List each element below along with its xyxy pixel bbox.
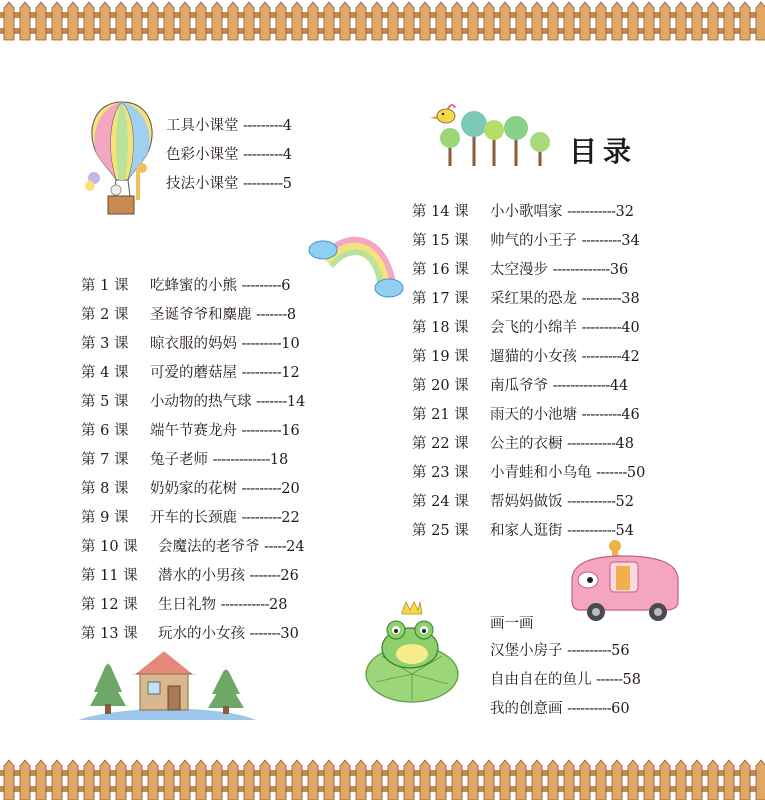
fence-picket [740,760,750,800]
lesson-item[interactable] [412,231,640,251]
fence-picket [324,2,334,40]
fence-picket [660,760,670,800]
lesson-title: 可爱的蘑菇屋 [150,365,237,381]
lesson-item[interactable] [412,434,634,454]
fence-picket [52,760,62,800]
fence-picket [36,2,46,40]
fence-picket [644,2,654,40]
lesson-item[interactable] [81,392,305,412]
fence-picket [164,2,174,40]
lesson-number: 第 17 课 [412,291,469,307]
fence-picket [20,2,30,40]
lesson-number: 第 10 课 [81,539,138,555]
leader-dots: ---------- [567,701,612,717]
fence-picket [340,760,350,800]
fence-picket [388,2,398,40]
leader-dots: --------- [243,176,283,192]
page-number: 40 [621,320,640,336]
fence-picket [116,760,126,800]
fence-picket [404,2,414,40]
leader-dots: ------ [596,672,623,688]
fence-picket [660,2,670,40]
fence-picket [548,760,558,800]
fence-picket [484,2,494,40]
leader-dots: --------- [581,233,622,249]
page-title: 目录 [569,135,638,168]
lesson-number: 第 9 课 [81,510,129,526]
page-number: 48 [615,436,634,452]
lesson-title: 遛猫的小女孩 [490,349,577,365]
lesson-item[interactable] [81,305,296,325]
fence-picket [148,2,158,40]
leader-dots: ------------- [552,262,610,278]
leader-dots: --------- [581,407,622,423]
intro-item-title: 技法小课堂 [166,176,239,192]
page-number: 5 [282,176,292,192]
page-number: 8 [286,307,297,323]
fence-picket [404,760,414,800]
fence-picket [260,2,270,40]
fence-picket [436,2,446,40]
lesson-item[interactable] [81,479,300,499]
page-number: 32 [615,204,634,220]
page-number: 4 [282,118,292,134]
fence-picket [356,2,366,40]
fence-picket [692,760,702,800]
bottom-fence-border [0,756,765,800]
fence-picket [452,760,462,800]
intro-item-title: 色彩小课堂 [166,147,239,163]
lesson-number: 第 8 课 [81,481,129,497]
lesson-number: 第 6 课 [81,423,129,439]
fence-picket [548,2,558,40]
fence-picket [100,2,110,40]
fence-picket [436,760,446,800]
leader-dots: ------- [596,465,627,481]
fence-picket [532,760,542,800]
page-number: 38 [621,291,640,307]
fence-picket [196,760,206,800]
drawing-item-title: 我的创意画 [490,701,563,717]
page-number: 20 [281,481,300,497]
leader-dots: ------- [249,626,281,642]
intro-item-title: 工具小课堂 [166,118,239,134]
leader-dots: ----------- [567,204,616,220]
fence-picket [276,2,286,40]
top-fence-border [0,0,765,44]
fence-picket [708,760,718,800]
lesson-number: 第 12 课 [81,597,138,613]
fence-picket [676,2,686,40]
fence-picket [52,2,62,40]
lesson-title: 小青蛙和小乌龟 [490,465,592,481]
lesson-number: 第 19 课 [412,349,469,365]
fence-picket [356,760,366,800]
fence-picket [452,2,462,40]
fence-picket [68,2,78,40]
lesson-title: 圣诞爷爷和麋鹿 [150,307,252,323]
fence-picket [484,760,494,800]
lesson-item[interactable] [412,376,628,396]
fence-picket [500,2,510,40]
fence-picket [212,760,222,800]
fence-picket [468,2,478,40]
leader-dots: --------- [241,423,282,439]
page-number: 30 [280,626,299,642]
frog-on-lilypad-illustration [362,600,467,705]
fence-picket [420,760,430,800]
fence-picket [612,2,622,40]
lesson-item[interactable] [412,318,640,338]
leader-dots: --------- [241,278,282,294]
fence-picket [580,2,590,40]
leader-dots: --------- [581,320,622,336]
fence-picket [228,2,238,40]
fence-picket [564,2,574,40]
fence-picket [68,760,78,800]
leader-dots: --------- [241,336,282,352]
fence-picket [692,2,702,40]
page-number: 42 [621,349,640,365]
fence-picket [596,2,606,40]
leader-dots: ----- [264,539,287,555]
leader-dots: ----------- [567,494,616,510]
fence-picket [372,2,382,40]
lesson-number: 第 5 课 [81,394,129,410]
lesson-item[interactable] [81,537,305,557]
fence-picket [260,760,270,800]
page-number: 18 [269,452,289,468]
fence-picket [100,760,110,800]
fence-picket [724,2,734,40]
lesson-number: 第 11 课 [81,568,138,584]
fence-picket [292,2,302,40]
leader-dots: ------------- [212,452,270,468]
leader-dots: ------- [249,568,281,584]
page-number: 4 [282,147,292,163]
fence-picket [36,760,46,800]
lesson-number: 第 21 课 [412,407,469,423]
fence-picket [244,760,254,800]
drawing-section-label: 画一画 [490,616,534,632]
lesson-item[interactable] [412,347,640,367]
lesson-item[interactable] [81,508,300,528]
pink-car-giraffe-illustration [566,540,686,625]
page-number: 16 [281,423,300,439]
lesson-number: 第 15 课 [412,233,469,249]
fence-picket [164,760,174,800]
fence-picket [180,760,190,800]
leader-dots: --------- [243,118,283,134]
leader-dots: ----------- [567,436,616,452]
fence-picket [628,760,638,800]
lesson-item[interactable] [81,276,290,296]
fence-picket [116,2,126,40]
drawing-item[interactable] [490,699,630,719]
lesson-item[interactable] [81,450,288,470]
leader-dots: ---------- [567,643,612,659]
fence-picket [724,760,734,800]
lesson-item[interactable] [412,202,634,222]
leader-dots: ------- [256,394,287,410]
lesson-title: 南瓜爷爷 [490,378,548,394]
fence-picket [196,2,206,40]
page-number: 24 [286,539,305,555]
page-number: 50 [626,465,646,481]
lesson-item[interactable] [81,624,299,644]
lesson-number: 第 22 课 [412,436,469,452]
fence-picket [500,760,510,800]
fence-picket [756,760,765,800]
page-number: 6 [281,278,291,294]
fence-picket [340,2,350,40]
fence-picket [644,760,654,800]
page-number: 22 [281,510,300,526]
lesson-number: 第 25 课 [412,523,469,539]
fence-picket [676,760,686,800]
drawing-item[interactable] [490,641,630,661]
page-number: 26 [280,568,299,584]
page-number: 54 [615,523,634,539]
page-number: 44 [609,378,629,394]
lesson-item[interactable] [412,463,645,483]
page-number: 10 [281,336,300,352]
lesson-number: 第 1 课 [81,278,129,294]
lesson-number: 第 23 课 [412,465,469,481]
lesson-title: 帮妈妈做饭 [490,494,563,510]
leader-dots: --------- [241,365,282,381]
lesson-title: 晾衣服的妈妈 [150,336,237,352]
fence-picket [132,2,142,40]
fence-picket [292,760,302,800]
fence-picket [628,2,638,40]
lesson-title: 雨天的小池塘 [490,407,577,423]
lesson-number: 第 3 课 [81,336,129,352]
fence-picket [756,2,765,40]
fence-picket [132,760,142,800]
fence-picket [308,2,318,40]
lesson-item[interactable] [81,334,300,354]
fence-picket [612,760,622,800]
lesson-number: 第 14 课 [412,204,469,220]
fence-picket [468,760,478,800]
lesson-title: 会飞的小绵羊 [490,320,577,336]
lesson-title: 玩水的小女孩 [158,626,245,642]
lesson-number: 第 20 课 [412,378,469,394]
hot-air-balloon-illustration [82,100,162,220]
fence-picket [420,2,430,40]
page-number: 14 [286,394,306,410]
lesson-title: 吃蜂蜜的小熊 [150,278,237,294]
lesson-item[interactable] [412,492,634,512]
leader-dots: --------- [581,349,622,365]
lesson-title: 帅气的小王子 [490,233,577,249]
page-number: 28 [269,597,288,613]
intro-item[interactable] [166,145,292,165]
lesson-title: 采红果的恐龙 [490,291,577,307]
drawing-item-title: 汉堡小房子 [490,643,563,659]
page-number: 52 [615,494,634,510]
fence-picket [4,2,14,40]
leader-dots: ------- [256,307,287,323]
lesson-title: 兔子老师 [150,452,208,468]
lesson-number: 第 16 课 [412,262,469,278]
leader-dots: --------- [243,147,283,163]
lesson-title: 小小歌唱家 [490,204,563,220]
lesson-number: 第 18 课 [412,320,469,336]
leader-dots: --------- [241,510,282,526]
intro-item[interactable] [166,174,292,194]
lesson-title: 奶奶家的花树 [150,481,237,497]
lesson-item[interactable] [412,405,640,425]
fence-picket [532,2,542,40]
leader-dots: ------------- [552,378,610,394]
lesson-title: 小动物的热气球 [150,394,252,410]
page-number: 60 [611,701,630,717]
leader-dots: ----------- [220,597,270,613]
leader-dots: --------- [581,291,622,307]
fence-picket [276,760,286,800]
lesson-item[interactable] [412,521,634,541]
lesson-number: 第 13 课 [81,626,138,642]
fence-picket [212,2,222,40]
lesson-title: 公主的衣橱 [490,436,563,452]
lesson-title: 端午节赛龙舟 [150,423,237,439]
page-number: 34 [621,233,640,249]
leader-dots: ----------- [567,523,616,539]
house-and-trees-illustration [78,648,258,723]
lesson-item[interactable] [81,595,287,615]
page-number: 46 [621,407,640,423]
fence-picket [372,760,382,800]
lesson-number: 第 2 课 [81,307,129,323]
trees-and-bird-illustration [428,100,563,170]
drawing-item-title: 自由自在的鱼儿 [490,672,592,688]
lesson-item[interactable] [81,421,300,441]
rainbow-illustration [305,228,405,300]
page-number: 58 [622,672,641,688]
page-number: 12 [281,365,300,381]
fence-picket [148,760,158,800]
lesson-title: 潜水的小男孩 [158,568,245,584]
leader-dots: --------- [241,481,282,497]
lesson-title: 和家人逛街 [490,523,563,539]
fence-picket [564,760,574,800]
lesson-title: 生日礼物 [158,597,216,613]
page-number: 56 [611,643,630,659]
lesson-item[interactable] [412,260,628,280]
fence-picket [516,760,526,800]
fence-picket [324,760,334,800]
fence-picket [20,760,30,800]
intro-item[interactable] [166,116,292,136]
lesson-item[interactable] [81,566,299,586]
fence-picket [308,760,318,800]
page-number: 36 [609,262,629,278]
fence-picket [228,760,238,800]
lesson-item[interactable] [412,289,640,309]
fence-picket [580,760,590,800]
fence-picket [388,760,398,800]
lesson-number: 第 7 课 [81,452,129,468]
lesson-title: 会魔法的老爷爷 [158,539,260,555]
lesson-item[interactable] [81,363,300,383]
lesson-title: 太空漫步 [490,262,548,278]
fence-picket [516,2,526,40]
lesson-title: 开车的长颈鹿 [150,510,237,526]
fence-picket [740,2,750,40]
fence-picket [180,2,190,40]
fence-picket [596,760,606,800]
fence-picket [84,2,94,40]
lesson-number: 第 24 课 [412,494,469,510]
lesson-number: 第 4 课 [81,365,129,381]
fence-picket [4,760,14,800]
fence-picket [244,2,254,40]
fence-picket [84,760,94,800]
drawing-item[interactable] [490,670,641,690]
fence-picket [708,2,718,40]
